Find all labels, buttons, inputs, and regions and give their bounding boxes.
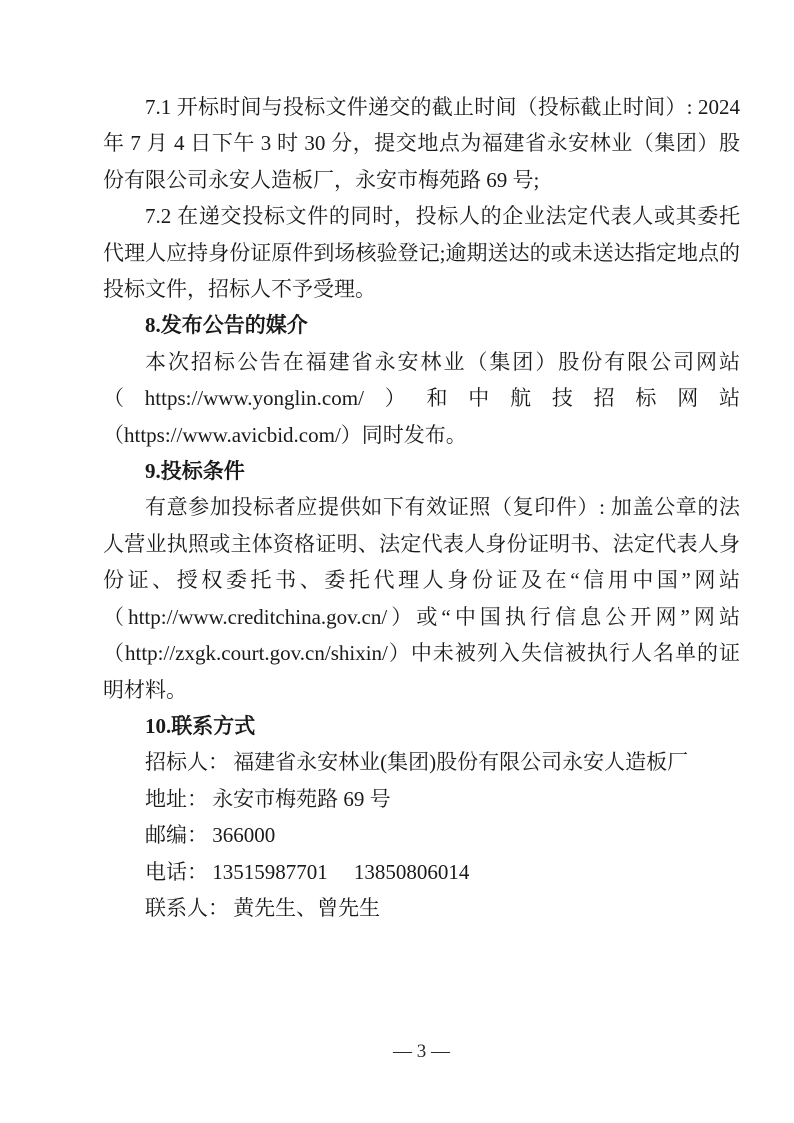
contact-postcode-value: 366000 [212,823,276,848]
contact-person-value: 黄先生、曾先生 [233,895,381,920]
section-9-text-run-2: 或“中国执行信息公开网”网站 [416,604,740,629]
contact-postcode-label: 邮编： [145,823,208,848]
contact-phone [103,854,740,890]
avicbid-website-url: （https://www.avicbid.com/） [103,422,362,447]
yonglin-website-url: （https://www.yonglin.com/） [103,386,427,411]
contact-person-label: 联系人： [145,895,229,920]
creditchina-website-url: （http://www.creditchina.gov.cn/） [103,604,417,629]
section-8-text-run-2: 和中航技招标网站 [426,386,741,411]
page-number: — 3 — [393,1041,450,1062]
section-9-text-run-3: 中未被列入失信被执行人名单的证明材料。 [103,641,741,702]
section-9-body [103,489,740,707]
section-9-heading: 9.投标条件 [145,459,245,484]
document-content [103,89,740,926]
clause-7-2: 7.2 在递交投标文件的同时，投标人的企业法定代表人或其委托代理人应持身份证原件到场核验登记;逾期送达的或未送达指定地点的投标文件，招标人不予受理。 [103,204,740,302]
page-footer [103,1040,740,1064]
section-8-body [103,344,740,453]
contact-phone-value: 13515987701 13850806014 [212,859,470,884]
contact-address-value: 永安市梅苑路 69 号 [212,786,391,811]
section-9-text-run-1: 有意参加投标者应提供如下有效证照（复印件）: 加盖公章的法人营业执照或主体资格证明、法定代表人身份证明书、法定代表人身份证、授权委托书、委托代理人身份证及在“信用中国”网站 [103,495,740,593]
contact-bidder-label: 招标人： [145,750,229,775]
section-10-heading: 10.联系方式 [145,713,256,738]
section-8-text-run-1: 本次招标公告在福建省永安林业（集团）股份有限公司网站 [145,349,740,374]
section-8-text-run-3: 同时发布。 [361,422,467,447]
zxgk-court-website-url: （http://zxgk.court.gov.cn/shixin/） [103,641,411,666]
contact-postcode [103,817,740,853]
clause-7-1: 7.1 开标时间与投标文件递交的截止时间（投标截止时间）: 2024 年 7 月 4 日下午 3 时 30 分，提交地点为福建省永安林业（集团）股份有限公司永安人造板厂，永安市梅苑路 69 号; [103,95,740,192]
contact-phone-label: 电话： [145,859,208,884]
contact-person [103,890,740,926]
contact-address [103,781,740,817]
contact-address-label: 地址： [145,786,208,811]
section-8-heading: 8.发布公告的媒介 [145,313,308,338]
contact-bidder-value: 福建省永安林业(集团)股份有限公司永安人造板厂 [233,750,689,775]
contact-bidder [103,744,740,780]
